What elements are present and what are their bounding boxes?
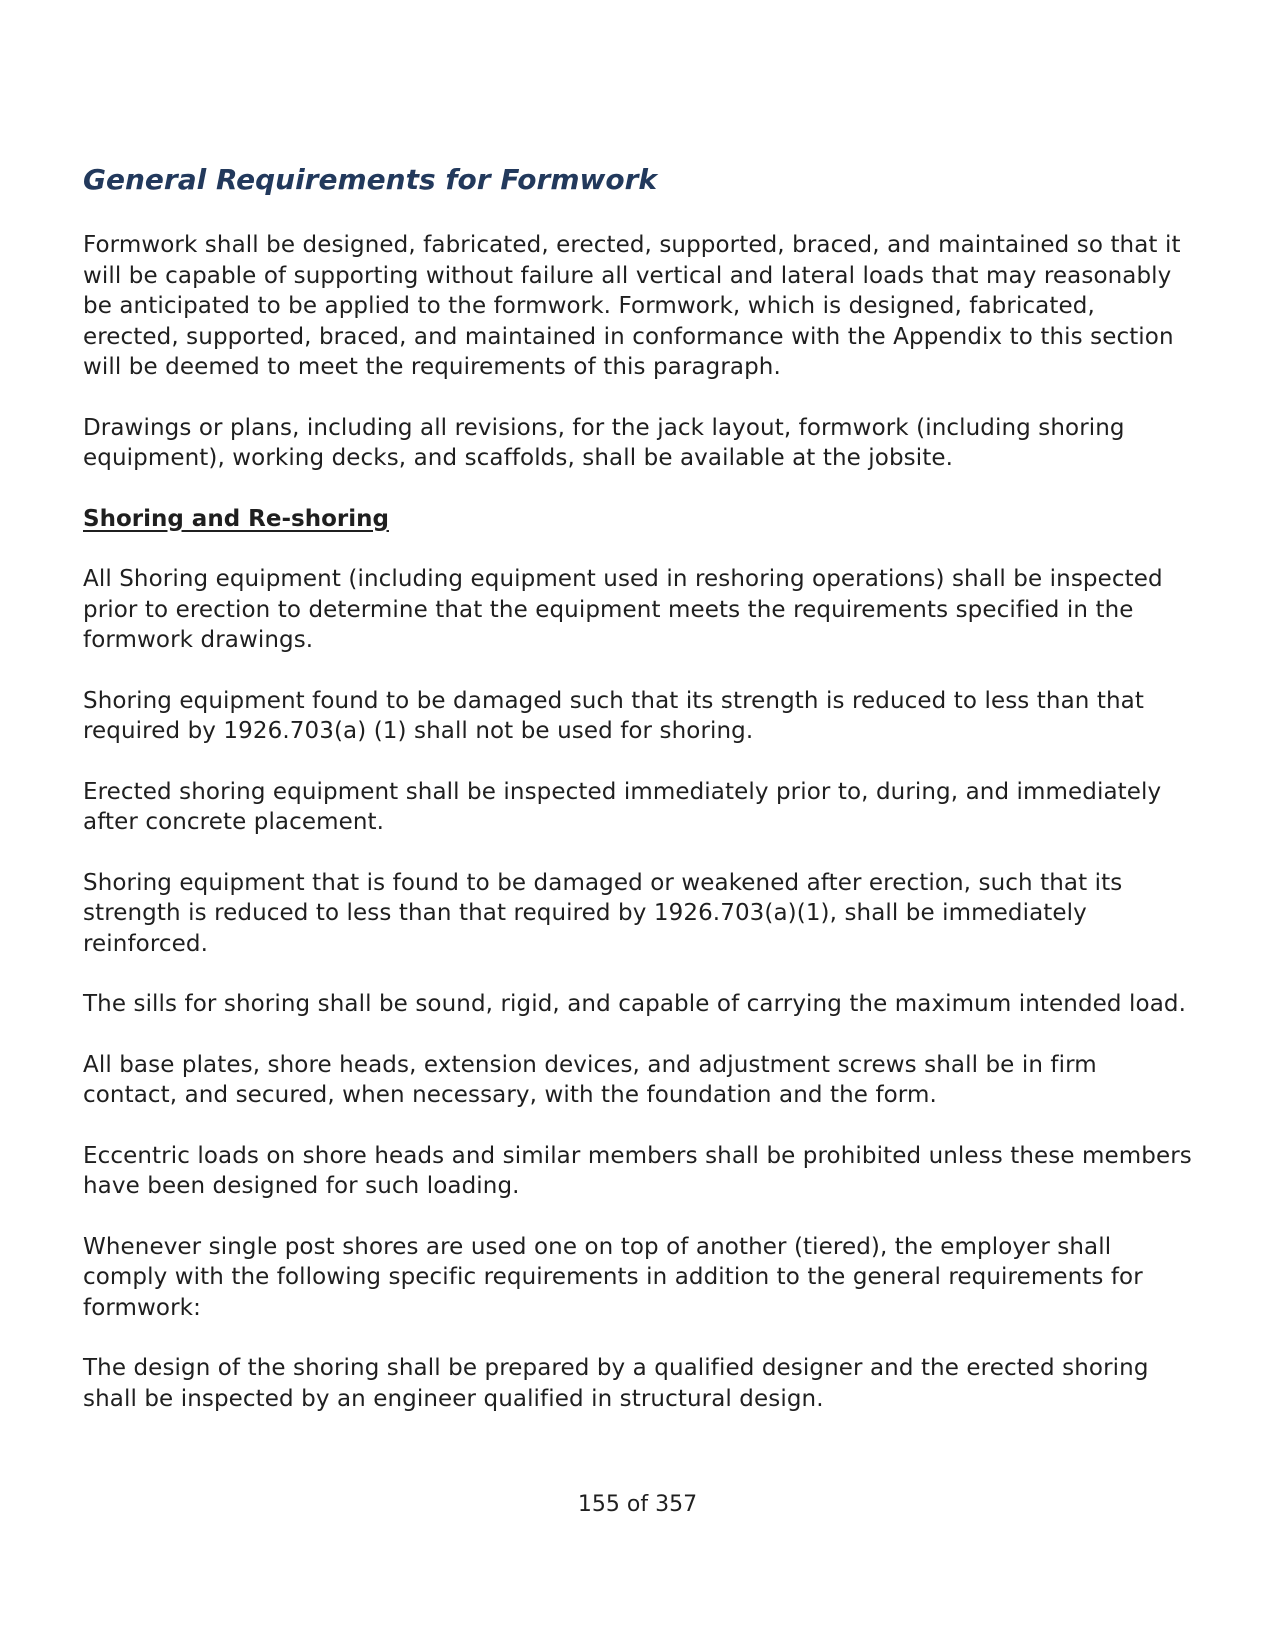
intro-paragraph-formwork-design: Formwork shall be designed, fabricated, erected, supported, braced, and maintained so that it will be capable of supporting without failure all vertical and lateral loads that may reasonably be anticipated to be applied to the formwork. Formwork, which is designed, fabricated, erected, supported, braced, and maintained in conformance with the Appendix to this section will be deemed to meet the requirements of this paragraph. bbox=[83, 232, 1181, 380]
intro-paragraph-drawings: Drawings or plans, including all revisions, for the jack layout, formwork (including shoring equipment), working decks, and scaffolds, shall be available at the jobsite. bbox=[83, 414, 1125, 471]
paragraph-reinforce-weakened: Shoring equipment that is found to be damaged or weakened after erection, such that its strength is reduced to less than that required by 1926.703(a)(1), shall be immediately reinforced. bbox=[83, 869, 1123, 957]
paragraph-inspection-before-erection: All Shoring equipment (including equipment used in reshoring operations) shall be inspected prior to erection to determine that the equipment meets the requirements specified in the formwork drawings. bbox=[83, 566, 1163, 653]
page-title: General Requirements for Formwork bbox=[83, 163, 658, 196]
document-page bbox=[83, 160, 1193, 1444]
section-heading: Shoring and Re-shoring bbox=[83, 505, 389, 532]
paragraph-damaged-equipment: Shoring equipment found to be damaged such that its strength is reduced to less than that required by 1926.703(a) (1) shall not be used for shoring. bbox=[83, 687, 1144, 744]
paragraph-eccentric-loads: Eccentric loads on shore heads and similar members shall be prohibited unless these members have been designed for such loading. bbox=[83, 1142, 1192, 1199]
paragraph-sills: The sills for shoring shall be sound, rigid, and capable of carrying the maximum intended load. bbox=[83, 991, 1187, 1017]
paragraph-qualified-designer: The design of the shoring shall be prepared by a qualified designer and the erected shoring shall be inspected by an engineer qualified in structural design. bbox=[83, 1355, 1149, 1412]
paragraph-inspection-during-placement: Erected shoring equipment shall be inspected immediately prior to, during, and immediately after concrete placement. bbox=[83, 778, 1162, 835]
paragraph-base-plates: All base plates, shore heads, extension devices, and adjustment screws shall be in firm contact, and secured, when necessary, with the foundation and the form. bbox=[83, 1051, 1097, 1108]
paragraph-tiered-shores: Whenever single post shores are used one on top of another (tiered), the employer shall comply with the following specific requirements in addition to the general requirements for formwork: bbox=[83, 1233, 1143, 1321]
page-number: 155 of 357 bbox=[577, 1492, 698, 1517]
